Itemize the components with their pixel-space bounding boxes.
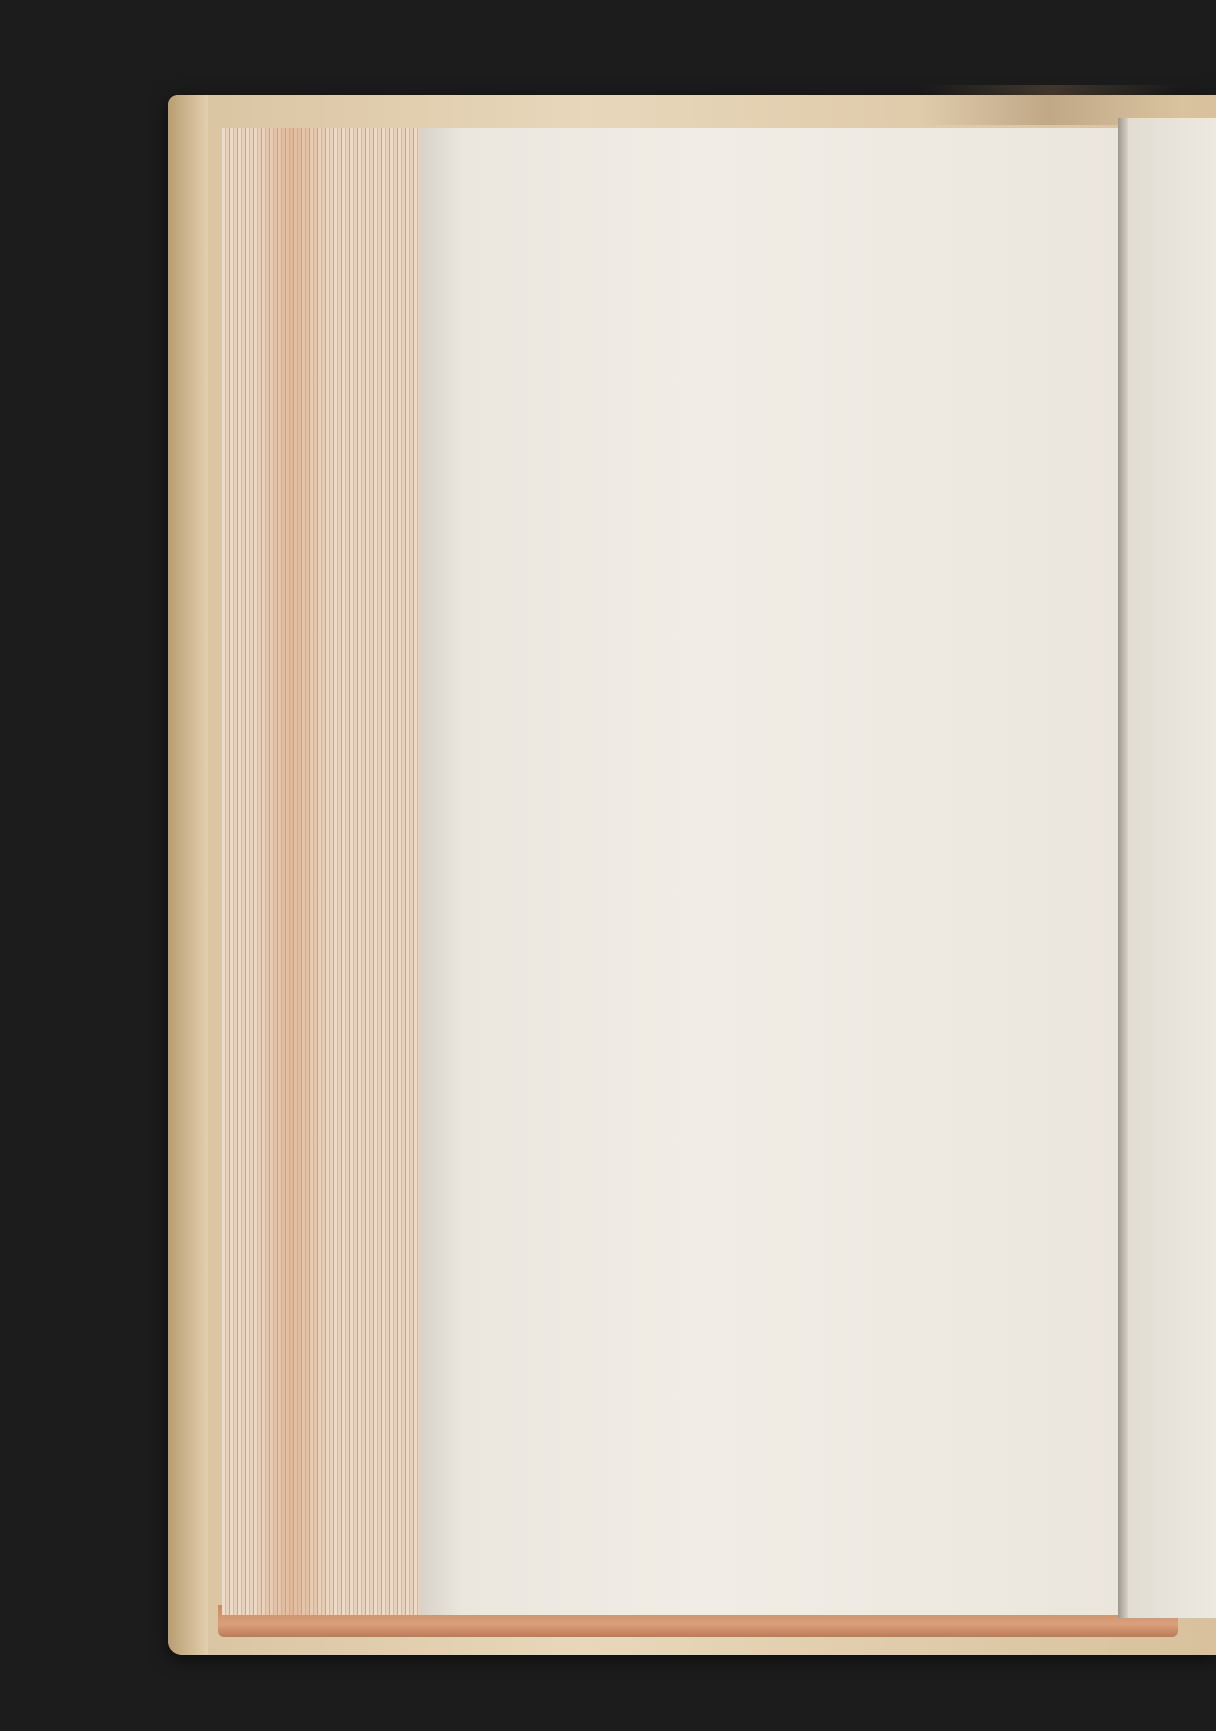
meditatio-title — [538, 368, 1126, 412]
text-line — [538, 279, 1126, 324]
page-edges — [222, 128, 422, 1615]
conf-line — [538, 234, 1126, 279]
intro-paragraph — [538, 522, 1126, 656]
text-line — [538, 522, 1126, 567]
text-line — [538, 323, 1126, 368]
running-header — [538, 176, 1126, 234]
book-spine — [168, 95, 208, 1655]
meditatio-subtitle — [538, 412, 1126, 470]
page-text — [538, 176, 1126, 656]
text-line — [538, 611, 1126, 656]
text-line — [538, 567, 1126, 612]
left-page — [420, 128, 1126, 1615]
right-page-fragment — [1128, 118, 1216, 1618]
meditatio-question — [538, 470, 1126, 522]
